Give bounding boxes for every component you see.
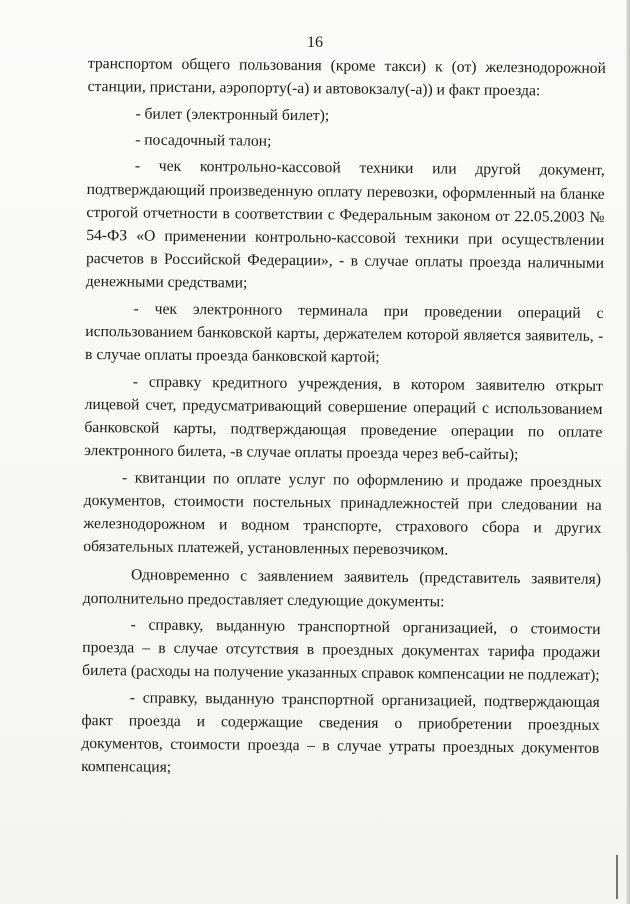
page-number: 16 bbox=[307, 34, 323, 51]
list-item-service-receipts: - квитанции по оплате услуг по оформлению и продаже проездных документов, стоимости постельных принадлежностей при следовании на железнодорожном и водном транспорте, страхового сбора и других обязательных платежей, установленных перевозчиком. bbox=[83, 468, 602, 559]
list-item-ticket: - билет (электронный билет); bbox=[135, 105, 330, 124]
page-edge-shadow bbox=[626, 0, 630, 904]
list-item-travel-confirmation: - справку, выданную транспортной организацией, подтверждающая факт проезда и содержащие сведения о приобретении проездных документов, стоимости проезда – в случае утраты проездных документов компенсация; bbox=[81, 689, 600, 777]
list-item-cash-register-receipt: - чек контрольно-кассовой техники или другой документ, подтверждающий произведенную оплату перевозки, оформленный на бланке строгой отчетности в соответствии с Федеральным законом от 22.05.2003 № 54-ФЗ «О применении контрольно-кассовой техники при осуществлении расчетов в Российской Федерации», - в случае оплаты проезда наличными денежными средствами; bbox=[85, 157, 605, 292]
list-item-bank-certificate: - справку кредитного учреждения, в котором заявителю открыт лицевой счет, предусматривающий совершение операций с использованием банковской карты, подтверждающая проведение операции по оплате электронного билета, -в случае оплаты проезда через веб-сайты); bbox=[84, 373, 603, 464]
paragraph-additional-documents: Одновременно с заявлением заявитель (представитель заявителя) дополнительно предоставляет следующие документы: bbox=[82, 566, 602, 611]
list-item-boarding-pass: - посадочный талон; bbox=[135, 131, 272, 150]
paragraph-transport-continuation: транспортом общего пользования (кроме такси) к (от) железнодорожной станции, пристани, аэропорту(-а) и автовокзалу(-а)) и факт проезда: bbox=[87, 54, 606, 100]
list-item-fare-certificate: - справку, выданную транспортной организацией, о стоимости проезда – в случае отсутствия в проездных документах тарифа продажи билета (расходы на получение указанных справок компенсации не подлежат); bbox=[81, 616, 601, 685]
page-edge-mark bbox=[616, 855, 618, 899]
list-item-terminal-receipt: - чек электронного терминала при проведении операций с использованием банковской карты, держателем которой является заявитель, - в случае оплаты проезда банковской картой; bbox=[85, 300, 604, 367]
document-body bbox=[81, 52, 606, 787]
